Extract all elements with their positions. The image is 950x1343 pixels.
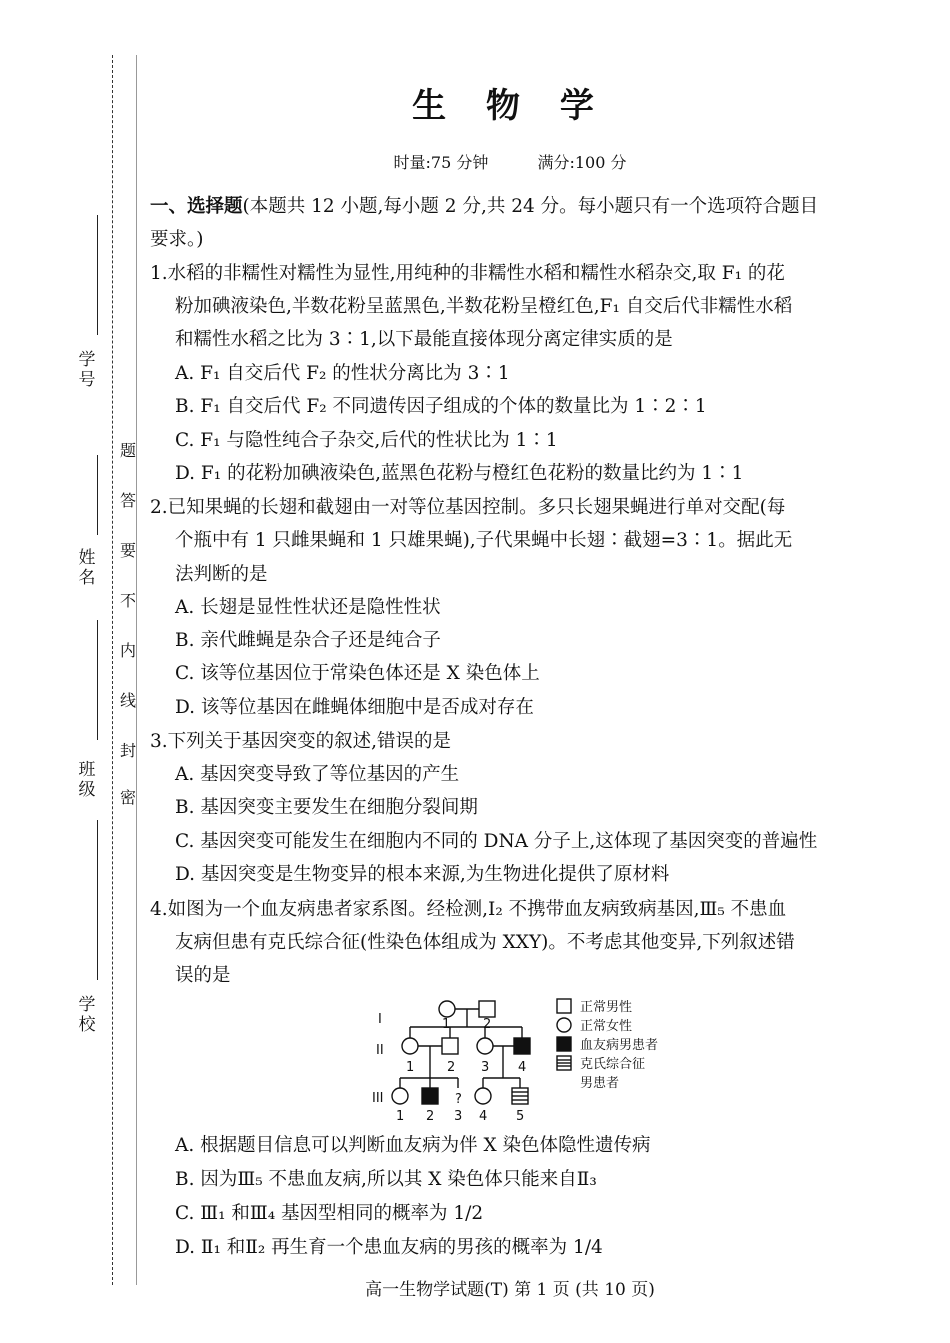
II1-female xyxy=(402,1038,418,1054)
III1-female xyxy=(392,1088,408,1104)
section-desc: (本题共 12 小题,每小题 2 分,共 24 分。每小题只有一个选项符合题目 xyxy=(242,196,819,217)
q1-stem: 和糯性水稻之比为 3∶1,以下最能直接体现分离定律实质的是 xyxy=(175,329,673,350)
gen-label: I xyxy=(378,1012,382,1027)
page-title: 生 物 学 xyxy=(412,86,608,126)
ind-num: 2 xyxy=(447,1060,456,1075)
ind-num: 2 xyxy=(483,1017,492,1032)
q1-stem: 粉加碘液染色,半数花粉呈蓝黑色,半数花粉呈橙红色,F₁ 自交后代非糯性水稻 xyxy=(175,296,793,317)
name-blank-line-top xyxy=(97,455,98,535)
q2-option-d: D. 该等位基因在雌蝇体细胞中是否成对存在 xyxy=(175,697,534,718)
q2-option-a: A. 长翅是显性性状还是隐性性状 xyxy=(175,597,441,618)
school-label: 学 校 xyxy=(78,995,96,1035)
ind-num: 3 xyxy=(454,1109,463,1124)
II2-male xyxy=(442,1038,458,1054)
q2-stem: 2.已知果蝇的长翅和截翅由一对等位基因控制。多只长翅果蝇进行单对交配(每 xyxy=(150,497,786,518)
q1-option-a: A. F₁ 自交后代 F₂ 的性状分离比为 3∶1 xyxy=(175,363,510,384)
full-score: 满分:100 分 xyxy=(537,153,627,172)
legend-label: 正常男性 xyxy=(580,1000,633,1015)
binding-solid-line xyxy=(136,55,137,1285)
ind-num: 4 xyxy=(479,1109,488,1124)
exam-meta xyxy=(0,150,950,173)
legend-normal-male-icon xyxy=(557,999,571,1013)
q1-stem: 1.水稻的非糯性对糯性为显性,用纯种的非糯性水稻和糯性水稻杂交,取 F₁ 的花 xyxy=(150,263,785,284)
q3-option-b: B. 基因突变主要发生在细胞分裂间期 xyxy=(175,797,478,818)
pedigree-diagram xyxy=(360,992,700,1124)
id-blank-line xyxy=(97,215,98,335)
q2-stem: 法判断的是 xyxy=(175,564,268,585)
ind-num: 1 xyxy=(406,1060,415,1075)
ind-num: 4 xyxy=(518,1060,527,1075)
I2-male xyxy=(479,1001,495,1017)
section-title: 一、选择题 xyxy=(150,196,243,217)
II4-affected-male xyxy=(514,1038,530,1054)
q1-option-d: D. F₁ 的花粉加碘液染色,蓝黑色花粉与橙红色花粉的数量比约为 1∶1 xyxy=(175,463,744,484)
seal-char: 不 xyxy=(119,591,136,610)
q3-option-a: A. 基因突变导致了等位基因的产生 xyxy=(175,764,460,785)
legend-affected-male-icon xyxy=(557,1037,571,1051)
q4-option-c: C. Ⅲ₁ 和Ⅲ₄ 基因型相同的概率为 1/2 xyxy=(175,1203,484,1224)
I1-female xyxy=(439,1001,455,1017)
q4-option-b: B. 因为Ⅲ₅ 不患血友病,所以其 X 染色体只能来自Ⅱ₃ xyxy=(175,1169,597,1190)
q2-option-b: B. 亲代雌蝇是杂合子还是纯合子 xyxy=(175,630,441,651)
gen-label: III xyxy=(372,1091,384,1106)
time-limit: 时量:75 分钟 xyxy=(393,153,489,172)
q4-stem: 误的是 xyxy=(175,965,231,986)
id-label: 学 号 xyxy=(78,350,96,390)
ind-num: 2 xyxy=(426,1109,435,1124)
name-label: 姓 名 xyxy=(78,548,96,588)
ind-num: 3 xyxy=(481,1060,490,1075)
class-blank-line xyxy=(97,820,98,980)
legend-label: 血友病男患者 xyxy=(580,1038,659,1053)
gen-label: II xyxy=(376,1043,384,1058)
III2-affected-male xyxy=(422,1088,438,1104)
section-heading xyxy=(150,190,890,223)
III4-female xyxy=(475,1088,491,1104)
unknown-mark: ? xyxy=(455,1092,462,1107)
q1-option-b: B. F₁ 自交后代 F₂ 不同遗传因子组成的个体的数量比为 1∶2∶1 xyxy=(175,396,707,417)
legend-normal-female-icon xyxy=(557,1018,571,1032)
q3-option-c: C. 基因突变可能发生在细胞内不同的 DNA 分子上,这体现了基因突变的普遍性 xyxy=(175,831,818,852)
legend-label: 克氏综合征 xyxy=(580,1057,646,1072)
name-blank-line xyxy=(97,620,98,740)
ind-num: 1 xyxy=(396,1109,405,1124)
q2-option-c: C. 该等位基因位于常染色体还是 X 染色体上 xyxy=(175,663,540,684)
seal-char: 封 xyxy=(119,741,136,760)
q2-stem: 个瓶中有 1 只雌果蝇和 1 只雄果蝇),子代果蝇中长翅∶截翅=3∶1。据此无 xyxy=(175,530,793,551)
q4-option-a: A. 根据题目信息可以判断血友病为伴 X 染色体隐性遗传病 xyxy=(175,1135,651,1156)
binding-dashed-line xyxy=(112,55,113,1285)
q4-option-d: D. Ⅱ₁ 和Ⅱ₂ 再生育一个患血友病的男孩的概率为 1/4 xyxy=(175,1237,603,1258)
q4-stem: 4.如图为一个血友病患者家系图。经检测,Ⅰ₂ 不携带血友病致病基因,Ⅲ₅ 不患血 xyxy=(150,899,787,920)
ind-num: 1 xyxy=(442,1017,451,1032)
II3-female xyxy=(477,1038,493,1054)
seal-char: 答 xyxy=(119,491,136,510)
q4-stem: 友病但患有克氏综合征(性染色体组成为 XXY)。不考虑其他变异,下列叙述错 xyxy=(175,932,795,953)
legend-label: 正常女性 xyxy=(580,1019,633,1034)
seal-char: 密 xyxy=(119,788,136,807)
seal-char: 要 xyxy=(119,541,136,560)
q3-stem: 3.下列关于基因突变的叙述,错误的是 xyxy=(150,731,452,752)
class-label: 班 级 xyxy=(78,760,96,800)
page-footer: 高一生物学试题(T) 第 1 页 (共 10 页) xyxy=(365,1280,655,1300)
seal-char: 题 xyxy=(119,441,136,460)
q1-option-c: C. F₁ 与隐性纯合子杂交,后代的性状比为 1∶1 xyxy=(175,430,558,451)
ind-num: 5 xyxy=(516,1109,525,1124)
section-desc-cont: 要求。) xyxy=(150,229,204,250)
seal-char: 内 xyxy=(119,641,136,660)
legend-label: 男患者 xyxy=(580,1076,620,1091)
q3-option-d: D. 基因突变是生物变异的根本来源,为生物进化提供了原材料 xyxy=(175,864,670,885)
seal-char: 线 xyxy=(119,691,136,710)
